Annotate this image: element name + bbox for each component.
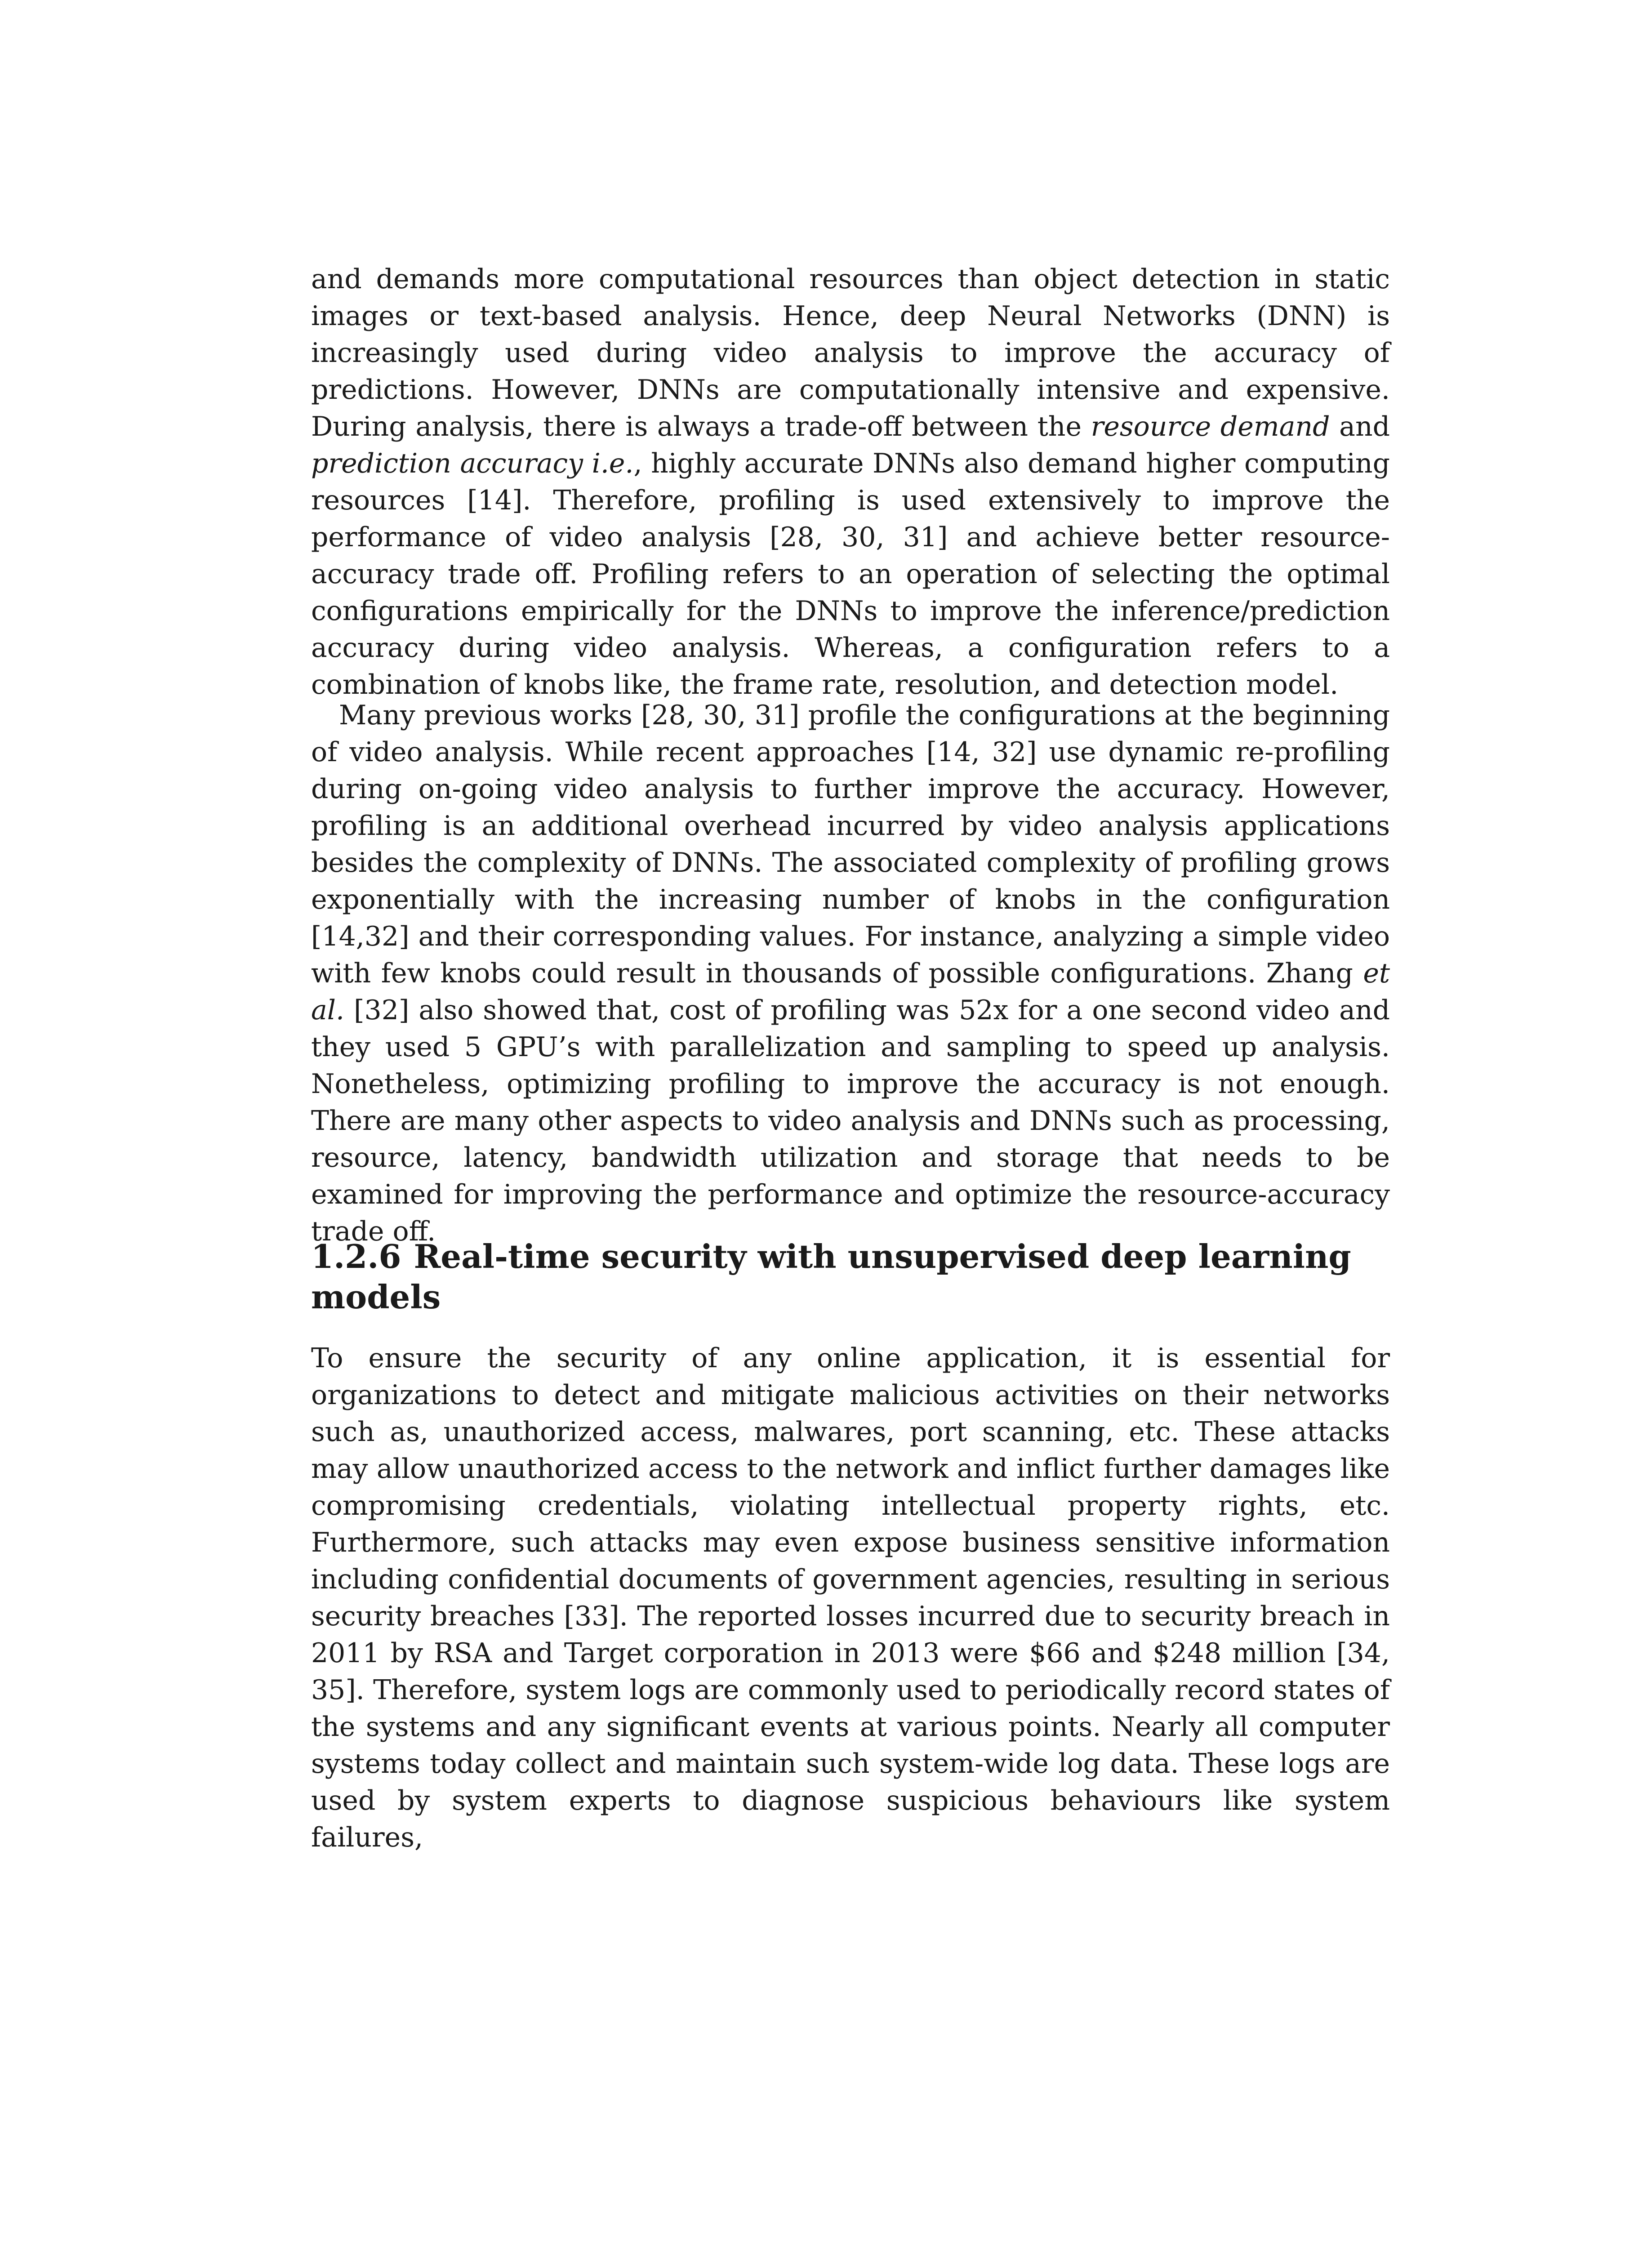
paragraph-text [311, 697, 1390, 1250]
section-heading [311, 1236, 1390, 1317]
paragraph-text-run: Many previous works [28, 30, 31] profile the configurations at the beginning of video analysis. While recent approaches [14, 32] use dynamic re-profiling during on-going video analysis to further improve the accuracy. However, profiling is an additional overhead incurred by video analysis applications besides the complexity of DNNs. The associated complexity of profiling grows exponentially with the increasing number of knobs in the configuration [14,32] and their corresponding values. For instance, analyzing a simple video with few knobs could result in thousands of possible configurations. Zhang [311, 700, 1390, 989]
paragraph-text [311, 261, 1390, 703]
paragraph-text-run: and demands more computational resources than object detection in static images or text-based analysis. Hence, deep Neural Networks (DNN) is increasingly used during video analysis to improve the accuracy of predictions. However, DNNs are computationally intensive and expensive. During analysis, there is always a trade-off between the [311, 263, 1390, 442]
paragraph-text: To ensure the security of any online application, it is essential for organizations to detect and mitigate malicious activities on their networks such as, unauthorized access, malwares, port scanning, etc. These attacks may allow unauthorized access to the network and inflict further damages like compromising credentials, violating intellectual property rights, etc. Furthermore, such attacks may even expose business sensitive information including confidential documents of government agencies, resulting in serious security breaches [33]. The reported losses incurred due to security breach in 2011 by RSA and Target corporation in 2013 were $66 and $248 million [34, 35]. Therefore, system logs are commonly used to periodically record states of the systems and any significant events at various points. Nearly all computer systems today collect and maintain such system-wide log data. These logs are used by system experts to diagnose suspicious behaviours like system failures, [311, 1343, 1390, 1853]
emphasis-prediction-accuracy: prediction accuracy i.e. [311, 448, 634, 479]
paragraph-video-analysis-profiling [311, 261, 1390, 703]
paragraph-profiling-overhead [311, 697, 1390, 1250]
paragraph-real-time-security [311, 1340, 1390, 1856]
section-number: 1.2.6 [311, 1237, 401, 1276]
paragraph-text-run: and [1330, 411, 1390, 442]
emphasis-resource-demand: resource demand [1091, 411, 1330, 442]
section-title: Real-time security with unsupervised deep learning models [311, 1237, 1351, 1316]
paragraph-text-run: [32] also showed that, cost of profiling was 52x for a one second video and they used 5 GPU’s with parallelization and sampling to speed up analysis. Nonetheless, optimizing profiling to improve the accuracy is not enough. There are many other aspects to video analysis and DNNs such as processing, resource, latency, bandwidth utilization and storage that needs to be examined for improving the performance and optimize the resource-accuracy trade off. [311, 995, 1390, 1247]
emphasis-et-al: et al. [311, 958, 1390, 1026]
paragraph-text-run: , highly accurate DNNs also demand higher computing resources [14]. Therefore, profiling is used extensively to improve the performance of video analysis [28, 30, 31] and achieve better resource-accuracy trade off. Profiling refers to an operation of selecting the optimal configurations empirically for the DNNs to improve the inference/prediction accuracy during video analysis. Whereas, a configuration refers to a combination of knobs like, the frame rate, resolution, and detection model. [311, 448, 1390, 700]
